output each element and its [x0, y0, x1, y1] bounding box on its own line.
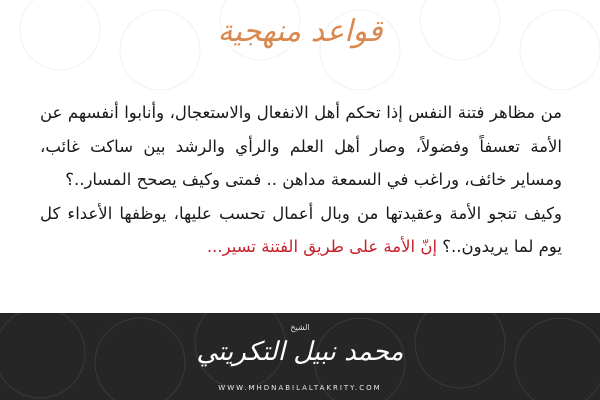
- footer-name-calligraphy: محمد نبيل التكريتي: [196, 337, 404, 367]
- footer-website: WWW.MHDNABILALTAKRITY.COM: [218, 384, 382, 392]
- footer-title: الشيخ: [290, 323, 310, 332]
- logo-qawaid-manhajiya: قواعد منهجية: [217, 14, 383, 49]
- article-text: [40, 96, 562, 264]
- paragraph-1: من مظاهر فتنة النفس إذا تحكم أهل الانفعال والاستعجال، وأنابوا أنفسهم عن الأمة تعسفاً وفضولاً، وصار أهل العلم والرأي والرشد بين ساكت غائب، ومساير خائف، وراغب في السمعة مداهن .. فمتى وكيف يصحح المسار..؟: [40, 103, 562, 189]
- paragraph-2-text: وكيف تنجو الأمة وعقيدتها من وبال أعمال تحسب عليها، يوظفها الأعداء كل يوم لما يريدون..؟: [40, 203, 562, 256]
- paragraph-2: [40, 197, 562, 264]
- highlight-text: إنّ الأمة على طريق الفتنة تسير...: [206, 237, 438, 256]
- footer-banner: [0, 313, 600, 400]
